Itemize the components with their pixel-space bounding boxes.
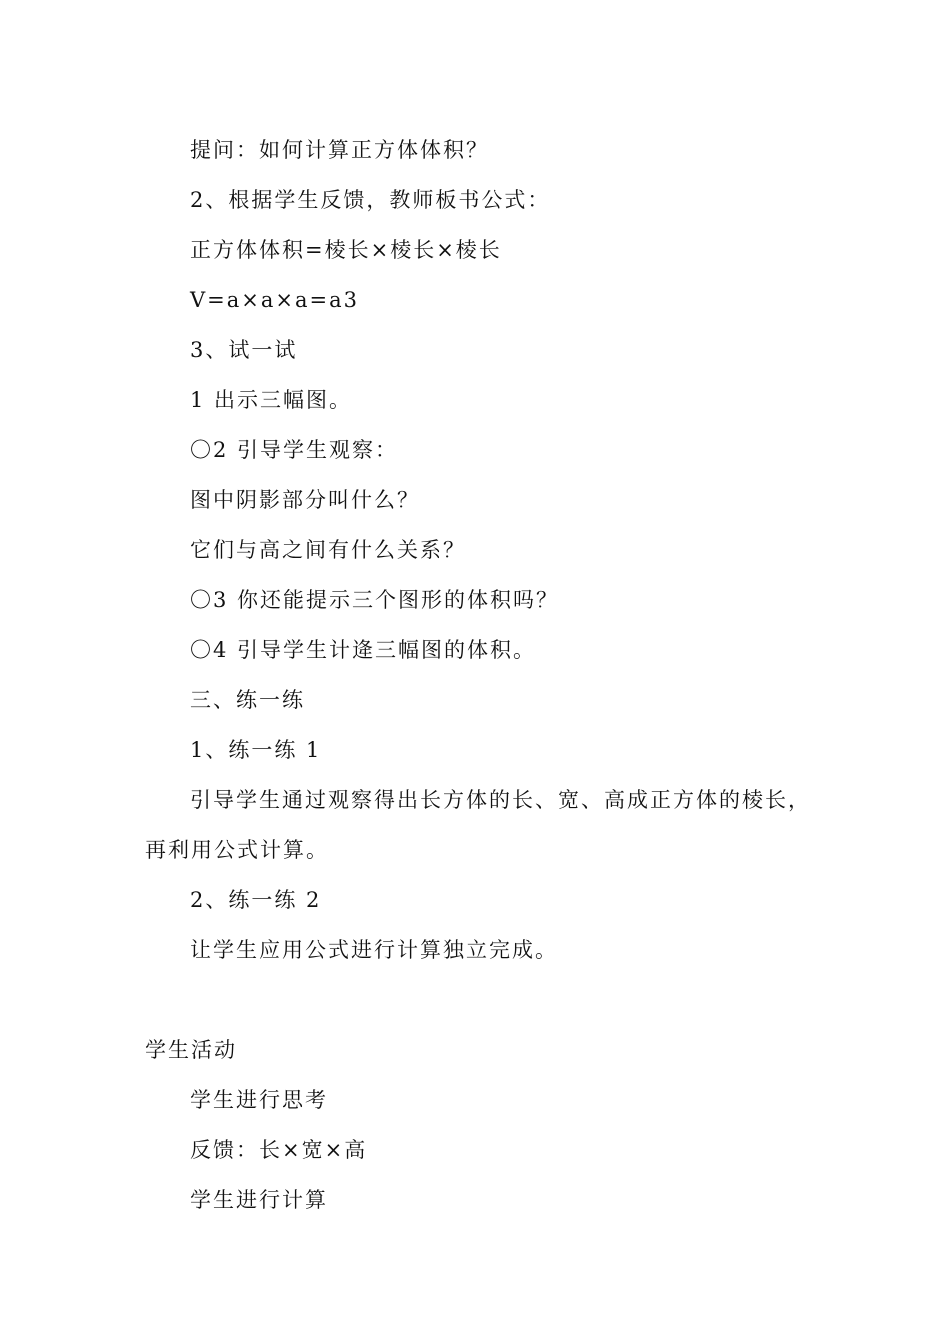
section-heading-student-activity: 学生活动 — [145, 1038, 237, 1062]
text-line-practice-2: 2、练一练 2 — [190, 888, 322, 912]
text-line-feedback: 反馈：长×宽×高 — [190, 1138, 368, 1162]
text-line-calc-volumes: 〇4 引导学生计逄三幅图的体积。 — [190, 638, 537, 662]
text-line-question: 提问：如何计算正方体体积？ — [190, 138, 489, 162]
text-line-three-volumes: 〇3 你还能提示三个图形的体积吗？ — [190, 588, 560, 612]
text-line-relation-height: 它们与高之间有什么关系？ — [190, 538, 466, 562]
text-line-shaded-part: 图中阴影部分叫什么？ — [190, 488, 420, 512]
text-line-practice-1: 1、练一练 1 — [190, 738, 322, 762]
text-line-students-think: 学生进行思考 — [190, 1088, 328, 1112]
text-line-students-calc: 学生进行计算 — [190, 1188, 328, 1212]
text-line-guide-students: 引导学生通过观察得出长方体的长、宽、高成正方体的棱长， — [190, 788, 811, 812]
section-heading-practice: 三、练一练 — [190, 688, 305, 712]
text-line-guide-observe: 〇2 引导学生观察： — [190, 438, 399, 462]
text-line-independent: 让学生应用公式进行计算独立完成。 — [190, 938, 558, 962]
text-line-show-images: 1 出示三幅图。 — [190, 388, 353, 412]
text-line-step-2: 2、根据学生反馈，教师板书公式： — [190, 188, 551, 212]
text-line-cube-formula: 正方体体积=棱长×棱长×棱长 — [190, 238, 502, 262]
text-line-v-formula: V=a×a×a=a3 — [190, 288, 359, 312]
text-line-step-3: 3、试一试 — [190, 338, 298, 362]
text-line-use-formula: 再利用公式计算。 — [145, 838, 329, 862]
